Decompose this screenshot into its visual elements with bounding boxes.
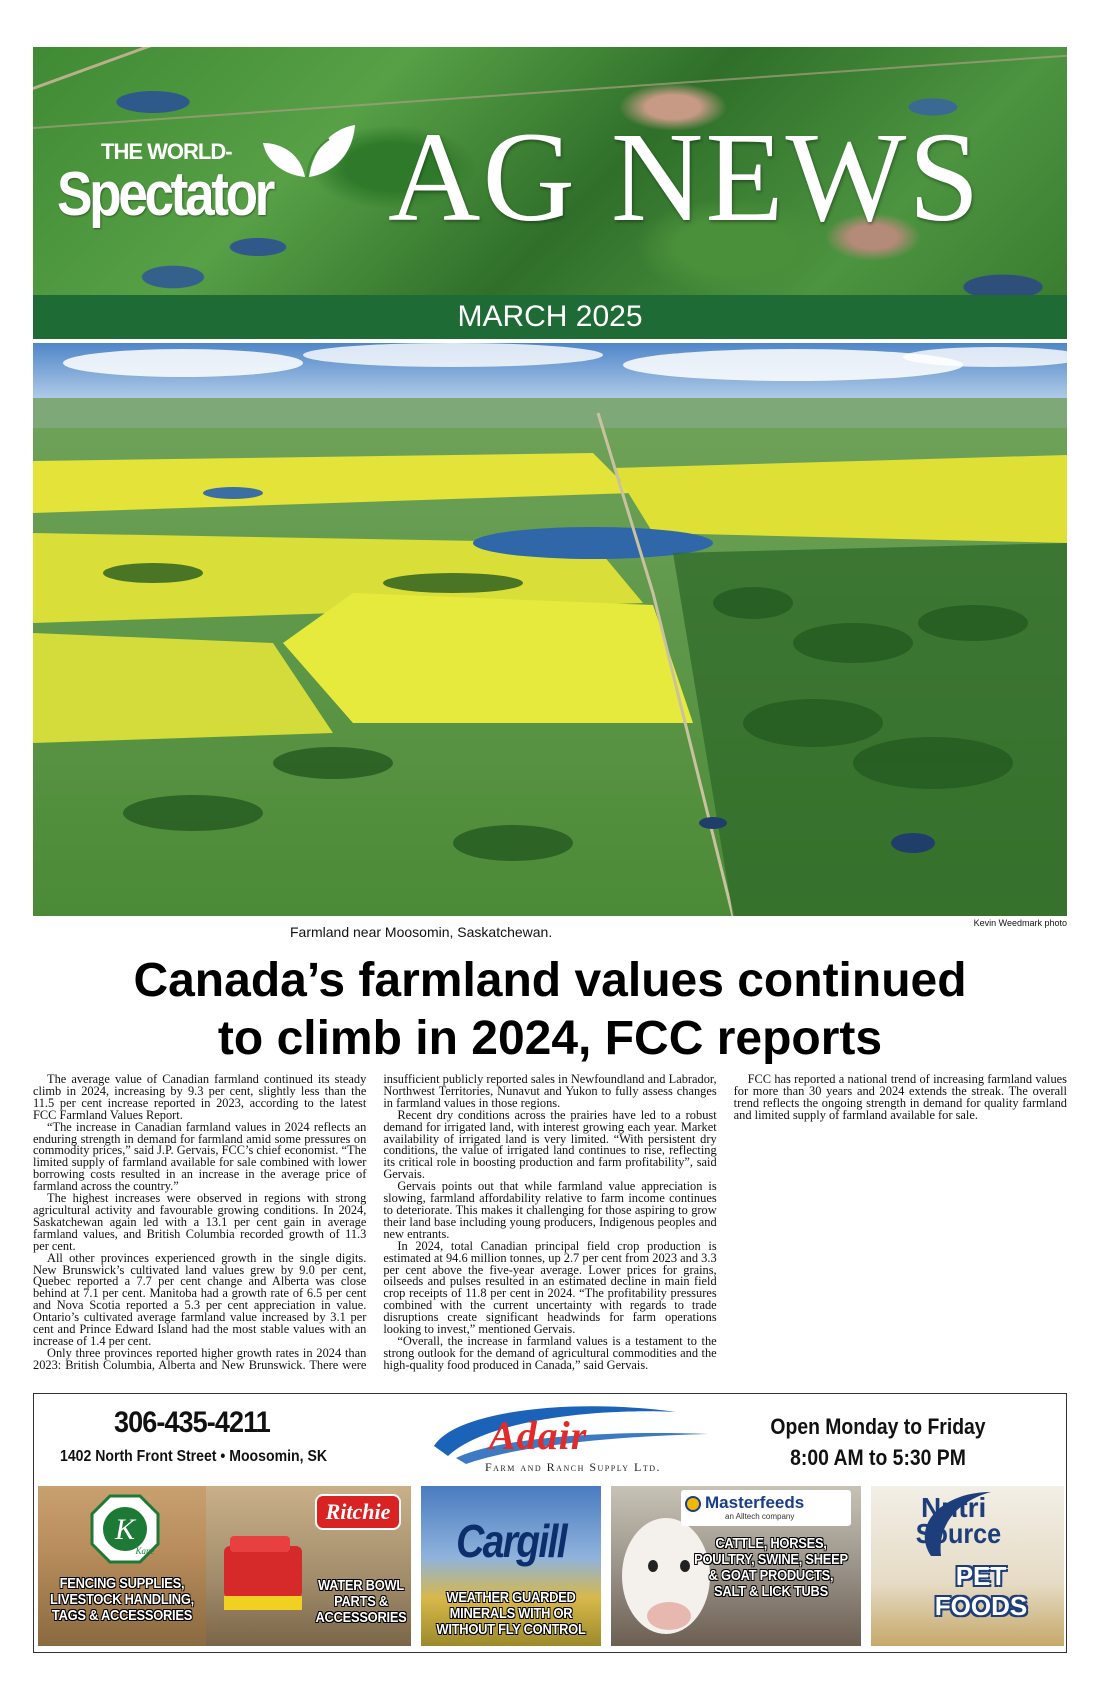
panel-text-line: POULTRY, SWINE, SHEEP bbox=[694, 1551, 848, 1568]
article-paragraph: “Overall, the increase in farmland values is a testament to the strong outlook for the demand of agricultural commodities and the high-quality food produced in Canada,” said Gervais. bbox=[383, 1333, 717, 1372]
adair-brand-name: Adair bbox=[489, 1413, 588, 1458]
ad-panel-ritchie-text bbox=[314, 1578, 409, 1626]
article-paragraph: Recent dry conditions across the prairies have led to a robust demand for irrigated land, with interest growing each year. Market availability of irrigated land is very limited. “With persistent dry conditions, the value of irrigated land continues to rise, reflecting its critical role in boosting production and farm profitability”, said Gervais. bbox=[383, 1107, 717, 1182]
nutrisource-logo-top: Nutri bbox=[921, 1492, 987, 1523]
ad-phone-number: 306-435-4211 bbox=[114, 1406, 270, 1439]
cargill-logo: Cargill bbox=[456, 1515, 566, 1567]
photo-caption: Farmland near Moosomin, Saskatchewan. bbox=[290, 924, 553, 940]
ad-panel-cargill bbox=[421, 1486, 601, 1646]
pet-foods-line-1: PET bbox=[955, 1561, 1007, 1591]
hero-photo bbox=[33, 343, 1067, 916]
publication-logo bbox=[57, 121, 357, 241]
masthead-road-decoration bbox=[33, 47, 597, 90]
kane-logo-letter: K bbox=[114, 1513, 136, 1546]
panel-text-line: FENCING SUPPLIES, bbox=[59, 1575, 185, 1592]
article-body bbox=[33, 1074, 1067, 1374]
adair-brand-subtitle: Farm and Ranch Supply Ltd. bbox=[484, 1460, 662, 1474]
ad-panel-nutrisource bbox=[871, 1486, 1064, 1646]
section-title: AG NEWS bbox=[388, 106, 982, 248]
kane-logo-icon bbox=[90, 1494, 160, 1564]
masterfeeds-logo bbox=[681, 1490, 851, 1526]
ad-panel-kane bbox=[38, 1486, 206, 1646]
kane-logo-name: Kane bbox=[135, 1546, 155, 1556]
masthead-banner bbox=[33, 47, 1067, 295]
article-paragraph: “The increase in Canadian farmland values in 2024 reflects an enduring strength in demand for farmland amid some pressures on commodity prices,” said J.P. Gervais, FCC’s chief economist. “The limited supply of farmland available for sale combined with lower borrowing costs resulted in an increase in the average price of farmland across the country.” bbox=[33, 1119, 367, 1194]
article-paragraph: Only three provinces reported higher growth rates in 2024 than 2023: British Columbia, Alberta and New Brunswick. There were insufficient publicly reported sales in Newfoundland and Labrador, Northwest Territories, Nunavut and Yukon to fully assess changes in farmland values in those regions. bbox=[33, 1072, 717, 1372]
panel-text-line: CATTLE, HORSES, bbox=[715, 1535, 827, 1552]
farmland-aerial-photo bbox=[33, 343, 1067, 916]
pet-foods-line-2: FOODS bbox=[934, 1591, 1028, 1621]
panel-text-line: WATER BOWL bbox=[317, 1577, 405, 1594]
ad-hours-times: 8:00 AM to 5:30 PM bbox=[790, 1445, 966, 1470]
ad-hours-days: Open Monday to Friday bbox=[770, 1414, 986, 1439]
article-paragraph: FCC has reported a national trend of increasing farmland values for more than 30 years and 2024 extends the streak. The overall trend reflects the ongoing strength in demand for quality farmland and limited supply of farmland available for sale. bbox=[733, 1072, 1067, 1122]
photo-credit: Kevin Weedmark photo bbox=[973, 918, 1067, 928]
article-paragraph: In 2024, total Canadian principal field crop production is estimated at 94.6 million tonnes, up 2.7 per cent from 2023 and 3.3 per cent above the five-year average. Lower prices for grains, oilseeds and pulses resulted in an estimated decline in main field crop receipts of 11.8 per cent in 2024. “The profitability pressures combined with the current uncertainty with regards to trade disruptions create significant headwinds for farm operations looking to invest,” mentioned Gervais. bbox=[383, 1238, 717, 1337]
headline-line-1: Canada’s farmland values continued bbox=[133, 954, 967, 1007]
ad-panel-ritchie bbox=[206, 1486, 411, 1646]
masterfeeds-tagline: an Alltech company bbox=[725, 1512, 795, 1521]
panel-text-line: MINERALS WITH OR bbox=[449, 1605, 573, 1622]
panel-text-line: ACCESSORIES bbox=[315, 1609, 407, 1626]
masterfeeds-emblem-icon bbox=[685, 1496, 701, 1512]
publication-name: Spectator bbox=[57, 160, 272, 229]
article-paragraph: All other provinces experienced growth in the single digits. New Brunswick’s cultivated land values grew by 9.0 per cent, Quebec reported a 7.7 per cent change and Alberta was close behind at 7.1 per cent. Manitoba had a growth rate of 6.5 per cent and Nova Scotia reported a 5.3 per cent appreciation in value. Ontario’s cultivated average farmland value increased by 3.1 per cent and Prince Edward Island had the most stable values with an increase of 1.4 per cent. bbox=[33, 1250, 367, 1348]
ad-panel-masterfeeds bbox=[611, 1486, 861, 1646]
article-paragraph: The highest increases were observed in regions with strong agricultural activity and favourable growing conditions. In 2024, Saskatchewan again led with a 13.1 per cent gain in average farmland values, and British Columbia recorded growth of 11.3 per cent. bbox=[33, 1191, 367, 1253]
panel-text-line: & GOAT PRODUCTS, bbox=[708, 1567, 834, 1584]
panel-text-line: WEATHER GUARDED bbox=[446, 1589, 576, 1606]
panel-text-line: PARTS & bbox=[334, 1593, 388, 1610]
panel-text-line: LIVESTOCK HANDLING, bbox=[50, 1591, 194, 1608]
article-headline bbox=[33, 952, 1067, 1068]
publication-name-top: THE WORLD- bbox=[101, 139, 232, 164]
article-paragraph: The average value of Canadian farmland continued its steady climb in 2024, increasing by 9.3 per cent, slightly less than the 11.5 per cent increase reported in 2023, according to the latest FCC Farmland Values Report. bbox=[33, 1072, 367, 1122]
issue-date: MARCH 2025 bbox=[33, 295, 1067, 339]
ad-address: 1402 North Front Street • Moosomin, SK bbox=[60, 1448, 328, 1465]
ritchie-logo: Ritchie bbox=[315, 1494, 401, 1530]
ad-panel-cargill-text bbox=[425, 1590, 597, 1638]
ad-panel-masterfeeds-text bbox=[694, 1536, 849, 1600]
water-bowl-icon bbox=[216, 1526, 316, 1616]
panel-text-line: WITHOUT FLY CONTROL bbox=[436, 1621, 586, 1638]
masterfeeds-brand: Masterfeeds bbox=[705, 1493, 805, 1512]
article-paragraph: Gervais points out that while farmland value appreciation is slowing, farmland affordability relative to farm income continues to deteriorate. This makes it challenging for those aspiring to grow their land base including young producers, Indigenous peoples and new entrants. bbox=[383, 1179, 717, 1241]
advertisement bbox=[33, 1393, 1067, 1653]
headline-line-2: to climb in 2024, FCC reports bbox=[217, 1012, 883, 1065]
nutrisource-logo-bottom: Source bbox=[915, 1518, 1002, 1549]
panel-text-line: SALT & LICK TUBS bbox=[714, 1583, 828, 1600]
ad-panel-kane-text bbox=[45, 1576, 200, 1624]
panel-text-line: TAGS & ACCESSORIES bbox=[51, 1607, 193, 1624]
